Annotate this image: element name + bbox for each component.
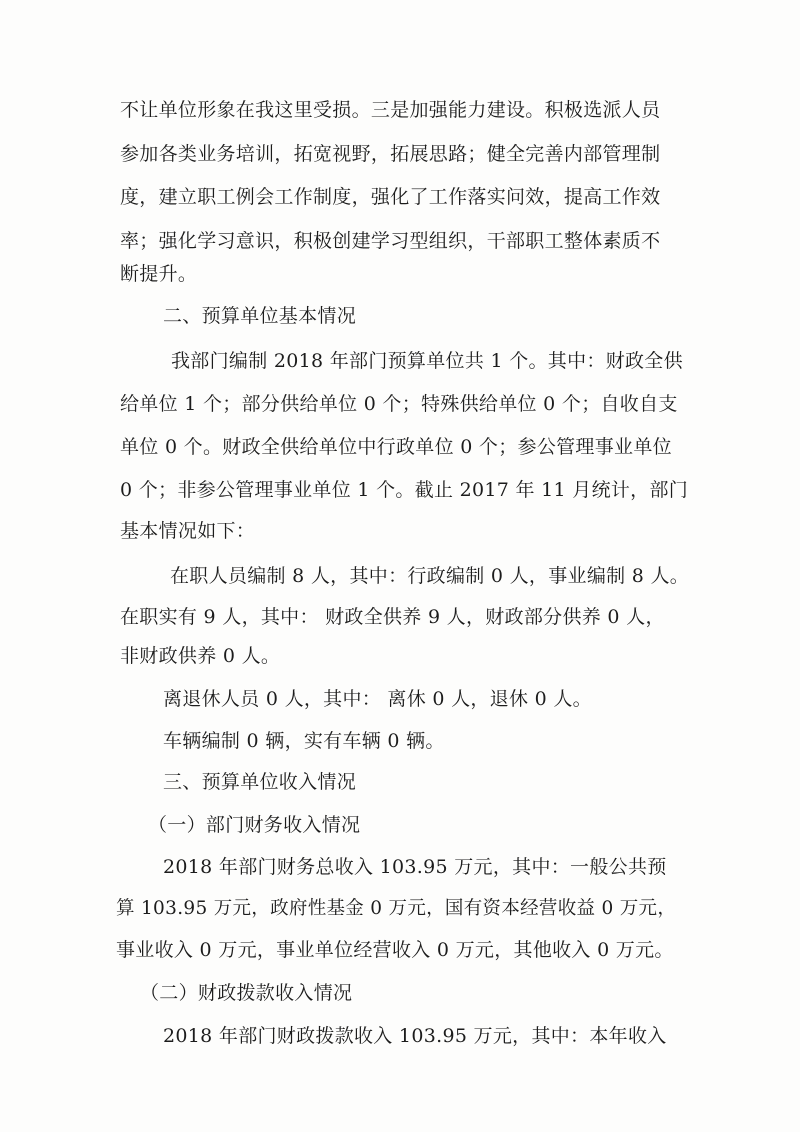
body-text-line: 非财政供养 0 人。 (120, 645, 281, 667)
body-text-line: 2018 年部门财务总收入 103.95 万元，其中：一般公共预 (163, 856, 667, 878)
body-text-line: 不让单位形象在我这里受损。三是加强能力建设。积极选派人员 (120, 99, 661, 121)
body-text-line: 单位 0 个。财政全供给单位中行政单位 0 个；参公管理事业单位 (120, 436, 672, 458)
subsection-heading: （一）部门财务收入情况 (148, 814, 361, 836)
section-heading: 二、预算单位基本情况 (163, 305, 357, 327)
body-text-line: 度，建立职工例会工作制度，强化了工作落实问效，提高工作效 (120, 186, 661, 208)
body-text-line: 我部门编制 2018 年部门预算单位共 1 个。其中：财政全供 (171, 350, 683, 372)
body-text-line: 离退休人员 0 人，其中： 离休 0 人，退休 0 人。 (163, 688, 592, 710)
body-text-line: 事业收入 0 万元，事业单位经营收入 0 万元，其他收入 0 万元。 (116, 939, 674, 961)
body-text-line: 给单位 1 个；部分供给单位 0 个；特殊供给单位 0 个；自收自支 (120, 393, 678, 415)
body-text-line: 算 103.95 万元，政府性基金 0 万元，国有资本经营收益 0 万元， (116, 898, 677, 919)
body-text-line: 参加各类业务培训，拓宽视野，拓展思路；健全完善内部管理制 (120, 143, 661, 165)
subsection-heading: （二）财政拨款收入情况 (140, 982, 353, 1004)
body-text-line: 率；强化学习意识，积极创建学习型组织，干部职工整体素质不 (120, 230, 661, 252)
body-text-line: 2018 年部门财政拨款收入 103.95 万元，其中：本年收入 (163, 1025, 667, 1047)
body-text-line: 0 个；非参公管理事业单位 1 个。截止 2017 年 11 月统计，部门 (120, 479, 689, 501)
body-text-line: 断提升。 (120, 263, 198, 285)
body-text-line: 在职实有 9 人，其中： 财政全供养 9 人，财政部分供养 0 人， (120, 606, 665, 628)
body-text-line: 车辆编制 0 辆，实有车辆 0 辆。 (163, 730, 445, 752)
body-text-line: 基本情况如下： (120, 520, 256, 542)
section-heading: 三、预算单位收入情况 (163, 771, 357, 793)
body-text-line: 在职人员编制 8 人，其中：行政编制 0 人，事业编制 8 人。 (170, 565, 690, 587)
